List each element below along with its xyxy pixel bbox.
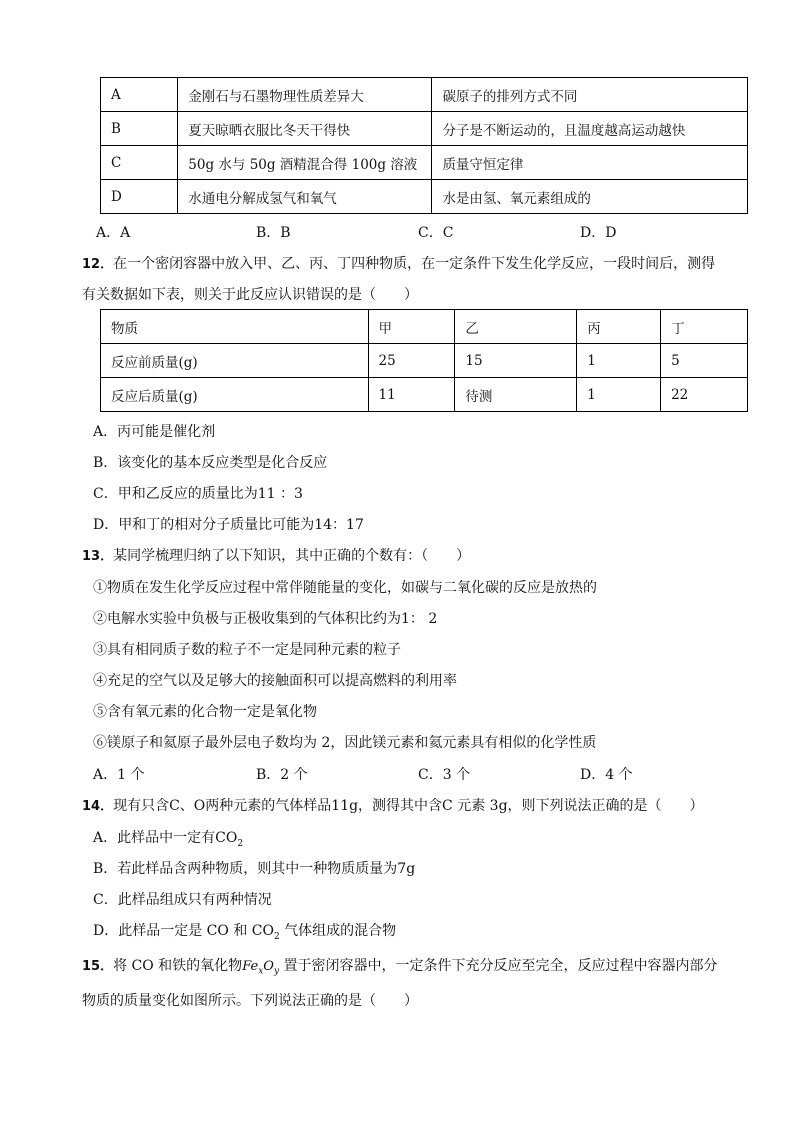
- q11-table-cell: A: [101, 78, 178, 112]
- q12-number: 12．: [82, 257, 114, 272]
- q15-formula-o: O: [263, 959, 274, 974]
- q15-stem-line2: 物质的质量变化如图所示。下列说法正确的是（ ）: [82, 993, 418, 1009]
- q13-stem-text: 某同学梳理归纳了以下知识，其中正确的个数有：（ ）: [113, 548, 471, 564]
- q13-option-b[interactable]: B．2 个: [256, 767, 308, 783]
- q12-table-cell: 5: [661, 344, 748, 378]
- q11-table-cell: 金刚石与石墨物理性质差异大: [178, 78, 432, 112]
- q11-table: [100, 77, 748, 214]
- q11-table-cell: 夏天晾晒衣服比冬天干得快: [178, 112, 432, 146]
- q11-table-row: [101, 180, 748, 214]
- q14-option-d[interactable]: [93, 920, 396, 942]
- q12-option-b[interactable]: B．该变化的基本反应类型是化合反应: [93, 455, 328, 471]
- q15-formula-y: y: [273, 966, 280, 977]
- q14-option-d-text-post: 气体组成的混合物: [279, 923, 397, 939]
- q13-number: 13．: [82, 549, 114, 564]
- q14-option-a[interactable]: [93, 827, 243, 849]
- q15-stem-line1: [82, 955, 718, 977]
- q12-option-a[interactable]: A．丙可能是催化剂: [93, 424, 216, 440]
- q11-table-cell: 质量守恒定律: [432, 146, 748, 180]
- q11-table-cell: 水是由氢、氧元素组成的: [432, 180, 748, 214]
- q13-option-d[interactable]: D．4 个: [580, 767, 633, 783]
- q13-stem-line: [82, 545, 470, 565]
- q12-table: [100, 309, 748, 412]
- q11-table-cell: B: [101, 112, 178, 146]
- q13-item-5: ⑤含有氧元素的化合物一定是氧化物: [93, 704, 317, 720]
- q11-option-b[interactable]: B．B: [256, 225, 291, 241]
- q13-item-6: ⑥镁原子和氦原子最外层电子数均为 2，因此镁元素和氦元素具有相似的化学性质: [93, 735, 597, 751]
- q13-item-4: ④充足的空气以及足够大的接触面积可以提高燃料的利用率: [93, 673, 457, 689]
- q11-table-cell: 水通电分解成氢气和氧气: [178, 180, 432, 214]
- q14-stem-line: [82, 795, 704, 815]
- q12-table-cell: 11: [368, 378, 455, 412]
- q14-option-d-subscript: 2: [273, 931, 280, 942]
- q14-number: 14．: [82, 799, 114, 814]
- q13-item-2: ②电解水实验中负极与正极收集到的气体积比约为1： 2: [93, 611, 438, 627]
- q13-option-a[interactable]: A．1 个: [93, 767, 145, 783]
- q12-table-row: [101, 344, 748, 378]
- q14-option-b[interactable]: B．若此样品含两种物质，则其中一种物质质量为7g: [93, 861, 416, 877]
- q11-table-cell: 碳原子的排列方式不同: [432, 78, 748, 112]
- q11-option-a[interactable]: A．A: [96, 225, 131, 241]
- q15-stem-pre: 将 CO 和铁的氧化物: [113, 958, 243, 974]
- q15-stem-post: 置于密闭容器中，一定条件下充分反应至完全，反应过程中容器内部分: [279, 958, 718, 974]
- q13-item-3: ③具有相同质子数的粒子不一定是同种元素的粒子: [93, 642, 401, 658]
- q11-table-row: [101, 146, 748, 180]
- q12-stem-text: 在一个密闭容器中放入甲、乙、丙、丁四种物质，在一定条件下发生化学反应，一段时间后，测得: [113, 256, 716, 272]
- q11-option-d[interactable]: D．D: [580, 225, 617, 241]
- q11-table-cell: D: [101, 180, 178, 214]
- q14-option-a-text: A．此样品中一定有CO: [93, 830, 238, 846]
- q12-table-header-cell: 丙: [577, 310, 661, 344]
- q15-formula-x: x: [258, 966, 264, 977]
- q12-table-cell: 待测: [455, 378, 577, 412]
- q13-option-c[interactable]: C．3 个: [418, 767, 471, 783]
- q14-stem-text: 现有只含C、O两种元素的气体样品11g，测得其中含C 元素 3g，则下列说法正确的是（ ）: [113, 798, 704, 814]
- q11-table-cell: C: [101, 146, 178, 180]
- q13-item-1: ①物质在发生化学反应过程中常伴随能量的变化，如碳与二氧化碳的反应是放热的: [93, 580, 597, 596]
- q14-option-c[interactable]: C．此样品组成只有两种情况: [93, 892, 272, 908]
- q12-table-header-cell: 物质: [101, 310, 369, 344]
- q11-table-row: [101, 112, 748, 146]
- q12-option-c[interactable]: C．甲和乙反应的质量比为11 ：3: [93, 486, 303, 502]
- q15-formula-fe: Fe: [242, 959, 259, 974]
- q11-table-cell: 分子是不断运动的，且温度越高运动越快: [432, 112, 748, 146]
- q12-table-header-cell: 乙: [455, 310, 577, 344]
- q12-option-d[interactable]: D．甲和丁的相对分子质量比可能为14：17: [93, 517, 364, 533]
- q12-table-cell: 22: [661, 378, 748, 412]
- q11-table-row: [101, 78, 748, 112]
- q12-table-row: [101, 378, 748, 412]
- q12-table-header-cell: 甲: [368, 310, 455, 344]
- q12-table-cell: 15: [455, 344, 577, 378]
- q12-table-cell: 反应前质量(g): [101, 344, 369, 378]
- q11-table-cell: 50g 水与 50g 酒精混合得 100g 溶液: [178, 146, 432, 180]
- q11-option-c[interactable]: C．C: [418, 225, 454, 241]
- q15-formula: [242, 959, 280, 977]
- q15-number: 15．: [82, 959, 114, 974]
- q12-stem-line1: [82, 253, 715, 273]
- q12-table-cell: 1: [577, 344, 661, 378]
- q12-table-cell: 1: [577, 378, 661, 412]
- q14-option-d-text-pre: D．此样品一定是 CO 和 CO: [93, 923, 274, 939]
- q14-option-a-subscript: 2: [237, 838, 244, 849]
- q12-table-cell: 反应后质量(g): [101, 378, 369, 412]
- q12-table-cell: 25: [368, 344, 455, 378]
- q12-stem-line2: 有关数据如下表，则关于此反应认识错误的是（ ）: [82, 287, 418, 303]
- q12-table-header-cell: 丁: [661, 310, 748, 344]
